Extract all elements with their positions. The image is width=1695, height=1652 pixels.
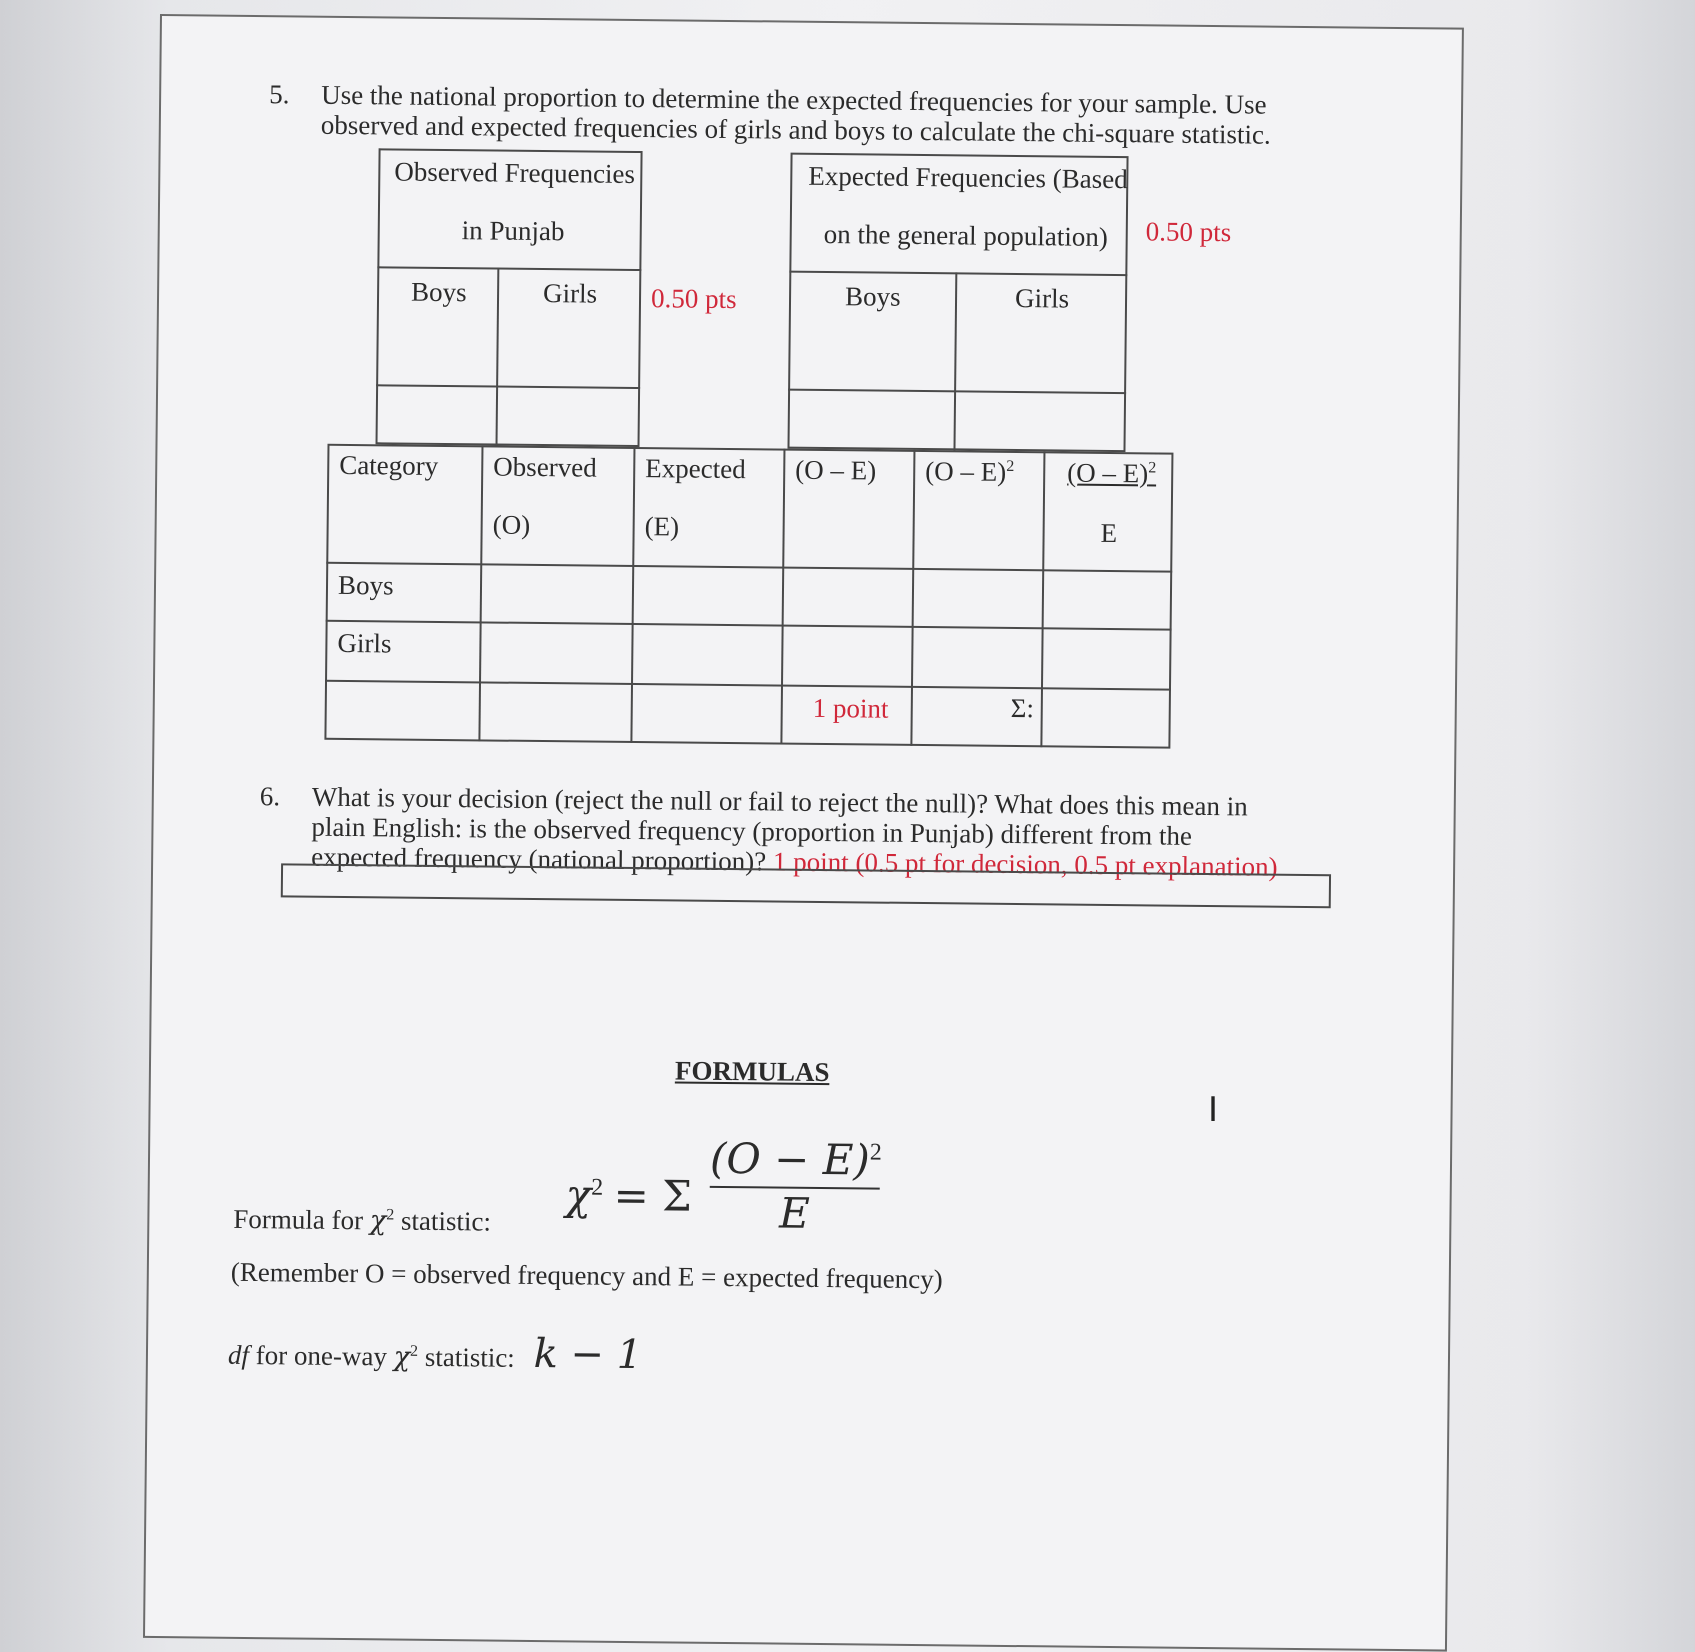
observed-table-points: 0.50 pts <box>650 283 737 315</box>
chi-header-ratio-denominator: E <box>1100 517 1118 549</box>
chi-girls-o-minus-e-cell[interactable] <box>783 627 910 684</box>
chi-girls-squared-cell[interactable] <box>913 628 1040 685</box>
question-6-points: 1 point (0.5 pt for decision, 0.5 pt explanation) <box>772 846 1278 882</box>
chi-boys-squared-cell[interactable] <box>914 570 1041 625</box>
chi-header-o-minus-e: (O – E) <box>795 454 877 486</box>
df-formula-label: df for one-way $\chi^2$ statistic: k − 1 <box>227 1330 643 1379</box>
expected-header-line-1: Expected Frequencies (Based <box>808 160 1128 195</box>
chi-header-o-minus-e-squared: (O – E)$^2$ <box>925 456 1015 487</box>
chi-row-girls-label: Girls <box>337 627 392 659</box>
worksheet-page <box>143 14 1464 1652</box>
formulas-heading: FORMULAS <box>674 1055 830 1088</box>
question-5-number: 5. <box>269 79 290 110</box>
chi-boys-o-minus-e-cell[interactable] <box>784 569 911 624</box>
chi-boys-expected-cell[interactable] <box>634 567 781 623</box>
chi-row-boys-label: Boys <box>337 569 394 601</box>
remember-note: (Remember O = observed frequency and E = expected frequency) <box>230 1256 943 1295</box>
df-value: k − 1 <box>533 1330 643 1379</box>
expected-girls-input-cell[interactable] <box>955 394 1124 450</box>
question-6-line-1: What is your decision (reject the null or fail to reject the null)? What does this mean in <box>311 781 1248 822</box>
expected-boys-input-cell[interactable] <box>790 393 953 449</box>
expected-header-line-2: on the general population) <box>823 218 1109 252</box>
equation-lhs-exponent: 2 <box>591 1174 604 1201</box>
chi-sum-cell[interactable] <box>1042 689 1169 746</box>
chi-boys-observed-cell[interactable] <box>482 565 631 621</box>
question-6-line-3: expected frequency (national proportion)? 1 point (0.5 pt for decision, 0.5 pt explanation) <box>311 841 1278 882</box>
chi-sum-label: Σ: <box>1010 692 1035 724</box>
chi-girls-observed-cell[interactable] <box>481 623 630 681</box>
equation-fraction <box>709 1133 883 1239</box>
chi-table-points: 1 point <box>812 692 889 724</box>
chi-header-ratio-numerator: (O – E)$^2$ <box>1067 457 1157 489</box>
chi-boys-ratio-cell[interactable] <box>1044 571 1171 626</box>
chi-header-observed-symbol: (O) <box>492 509 531 540</box>
chi-formula-label: Formula for $\chi^2$ statistic: <box>233 1203 492 1237</box>
text-cursor-icon: I <box>1208 1090 1219 1130</box>
chi-girls-expected-cell[interactable] <box>633 625 780 683</box>
observed-col-girls: Girls <box>542 278 598 309</box>
observed-col-boys: Boys <box>410 276 467 308</box>
chi-square-equation <box>565 1170 692 1221</box>
observed-boys-input-cell[interactable] <box>378 388 495 443</box>
equation-lhs: χ <box>565 1170 592 1220</box>
chi-header-category: Category <box>339 449 439 481</box>
observed-header-line-1: Observed Frequencies <box>394 156 636 189</box>
chi-header-expected: Expected <box>645 453 746 485</box>
equation-numerator: $(O - E)^2$ <box>710 1134 881 1190</box>
question-5-line-1: Use the national proportion to determine the expected frequencies for your sample. Use <box>321 79 1267 120</box>
equation-sign: = Σ <box>613 1170 693 1221</box>
chi-header-expected-symbol: (E) <box>644 511 680 542</box>
question-6-line-2: plain English: is the observed frequency (proportion in Punjab) different from the <box>311 811 1193 851</box>
expected-col-girls: Girls <box>1014 282 1070 314</box>
expected-col-boys: Boys <box>844 281 901 312</box>
equation-denominator: E <box>778 1188 811 1238</box>
observed-girls-input-cell[interactable] <box>498 390 639 445</box>
question-5-line-2: observed and expected frequencies of girls and boys to calculate the chi-square statistic. <box>320 109 1271 150</box>
expected-table-points: 0.50 pts <box>1145 216 1232 248</box>
chi-girls-ratio-cell[interactable] <box>1043 629 1170 686</box>
chi-header-observed: Observed <box>493 451 597 483</box>
question-6-number: 6. <box>259 781 281 812</box>
observed-header-line-2: in Punjab <box>461 215 565 247</box>
